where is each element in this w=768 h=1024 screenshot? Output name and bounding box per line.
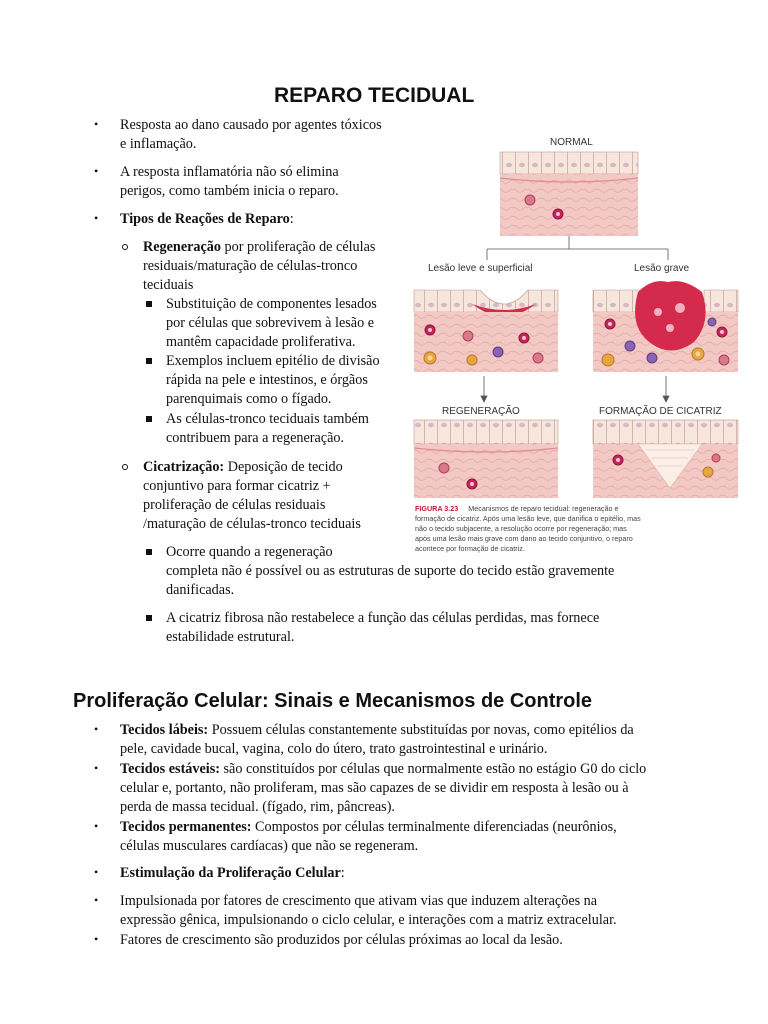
scar-panel — [593, 420, 738, 498]
branch-connector — [487, 236, 668, 260]
figure-label-mild-injury: Lesão leve e superficial — [428, 263, 533, 274]
figure-label-normal: NORMAL — [550, 137, 593, 148]
regen-sub-3: As células-tronco teciduais também contribuem para a regeneração. — [166, 411, 369, 446]
circle-bullet — [122, 244, 128, 250]
bullet-dot: • — [94, 932, 99, 946]
page-title: REPARO TECIDUAL — [274, 84, 475, 107]
arrow-down-icon — [481, 376, 669, 402]
scar-sub-2: A cicatriz fibrosa não restabelece a função das células perdidas, mas fornece estabilidade estrutural. — [166, 610, 600, 645]
bullet-dot: • — [94, 761, 99, 775]
growth-factors-paragraph: Impulsionada por fatores de crescimento que ativam vias que induzem alterações na expressão gênica, impulsionando o ciclo celular, e interações com a matriz extracelular. — [120, 893, 617, 928]
paragraph-response: Resposta ao dano causado por agentes tóxicos e inflamação. — [120, 117, 382, 152]
regeneration-text: Regeneração por proliferação de células residuais/maturação de células-tronco teciduais — [143, 239, 376, 293]
tissue-repair-figure — [412, 132, 742, 557]
normal-tissue-panel — [500, 152, 638, 236]
stable-tissues: Tecidos estáveis: são constituídos por células que normalmente estão no estágio G0 do ciclo celular e, portanto, não proliferam, mas são capazes de se dividir em resposta à lesão ou à perda de massa tecidual. (fígado, rim, pâncreas). — [120, 761, 647, 815]
figure-caption-line-1: FIGURA 3.23 Mecanismos de reparo tecidual: regeneração e — [415, 504, 619, 513]
scarring-text: Cicatrização: Deposição de tecido conjuntivo para formar cicatriz + proliferação de células residuais /maturação de células-tronco teciduais — [143, 459, 361, 532]
bullet-dot: • — [94, 117, 99, 131]
figure-caption-line-3: não o tecido subjacente, a resolução ocorre por regeneração; mas — [415, 524, 627, 533]
square-bullet — [146, 615, 152, 621]
bullet-dot: • — [94, 865, 99, 879]
mild-injury-panel — [414, 290, 558, 372]
figure-caption-line-2: formação de cicatriz. Após uma lesão leve, que danifica o epitélio, mas — [415, 514, 641, 523]
figure-caption-line-5: acontece por formação de cicatriz. — [415, 544, 525, 553]
repair-types-heading: Tipos de Reações de Reparo: — [120, 211, 294, 227]
paragraph-inflammation: A resposta inflamatória não só elimina perigos, como também inicia o reparo. — [120, 164, 339, 199]
labile-tissues: Tecidos lábeis: Possuem células constantemente substituídas por novas, como epitélios da pele, cavidade bucal, vagina, colo do útero, trato gastrointestinal e urinário. — [120, 722, 634, 757]
bullet-dot: • — [94, 164, 99, 178]
figure-label-regeneration: REGENERAÇÃO — [442, 406, 520, 417]
figure-caption-line-4: após uma lesão mais grave com dano ao tecido conjuntivo, o reparo — [415, 534, 633, 543]
square-bullet — [146, 301, 152, 307]
bullet-dot: • — [94, 819, 99, 833]
square-bullet — [146, 416, 152, 422]
permanent-tissues: Tecidos permanentes: Compostos por células terminalmente diferenciadas (neurônios, células musculares cardíacas) que não se regeneram. — [120, 819, 617, 854]
scar-sub-1: Ocorre quando a regeneração completa não é possível ou as estruturas de suporte do tecido estão gravemente danificadas. — [166, 544, 615, 598]
bullet-dot: • — [94, 722, 99, 736]
square-bullet — [146, 549, 152, 555]
bullet-dot: • — [94, 893, 99, 907]
regen-sub-2: Exemplos incluem epitélio de divisão rápida na pele e intestinos, e órgãos parenquimais como o fígado. — [166, 353, 380, 407]
bullet-dot: • — [94, 211, 99, 225]
section-heading: Proliferação Celular: Sinais e Mecanismos de Controle — [73, 690, 593, 712]
figure-label-severe-injury: Lesão grave — [634, 263, 690, 274]
growth-factors-source: Fatores de crescimento são produzidos por células próximas ao local da lesão. — [120, 932, 563, 948]
figure-label-scar: FORMAÇÃO DE CICATRIZ — [599, 406, 722, 417]
regeneration-panel — [414, 420, 558, 498]
proliferation-stimulus-heading: Estimulação da Proliferação Celular: — [120, 865, 345, 881]
regen-sub-1: Substituição de componentes lesados por células que sobrevivem à lesão e mantêm capacidade proliferativa. — [166, 296, 377, 350]
severe-injury-panel — [593, 281, 738, 372]
circle-bullet — [122, 464, 128, 470]
square-bullet — [146, 358, 152, 364]
